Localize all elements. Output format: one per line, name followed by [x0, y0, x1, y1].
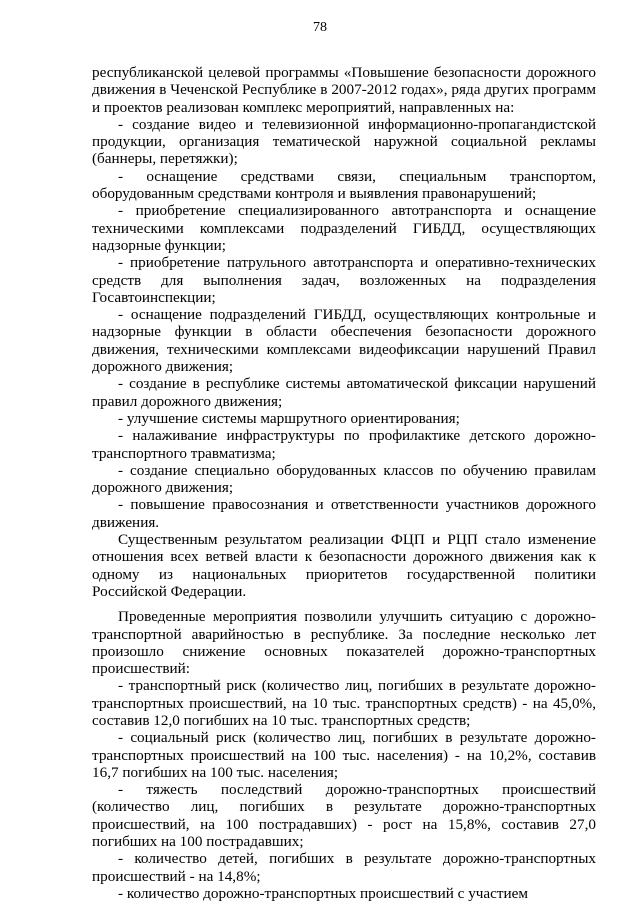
list-item-specialized-vehicles: - приобретение специализированного автотранспорта и оснащение техническими комплексами подразделений ГИБДД, осуществляющих надзорные функции; — [92, 202, 596, 254]
page-number: 78 — [313, 20, 327, 35]
list-item-training-classes: - создание специально оборудованных классов по обучению правилам дорожного движения; — [92, 461, 596, 497]
paragraph-1: республиканской целевой программы «Повышение безопасности дорожного движения в Чеченской Республике в 2007-2012 годах», ряда других программ и проектов реализован комплекс мероприятий, направленных на: — [92, 64, 596, 116]
list-item-patrol-vehicles: - приобретение патрульного автотранспорта и оперативно-технических средств для выполнения задач, возложенных на подразделения Госавтоинспекции; — [92, 254, 596, 306]
list-item-video-production: - создание видео и телевизионной информационно-пропагандистской продукции, организация тематической наружной социальной рекламы (баннеры, перетяжки); — [92, 115, 596, 168]
list-item-children-killed: - количество детей, погибших в результате дорожно-транспортных происшествий - на 14,8%; — [92, 850, 596, 885]
paragraph-result: Существенным результатом реализации ФЦП и РЦП стало изменение отношения всех ветвей власти к безопасности дорожного движения как к одному из национальных приоритетов государственной политики Российской Федерации. — [92, 531, 596, 600]
list-item-severity: - тяжесть последствий дорожно-транспортных происшествий (количество лиц, погибших в результате дорожно-транспортных происшествий, на 100 пострадавших) - рост на 15,8%, составив 27,0 погибших на 100 пострадавших; — [92, 781, 596, 851]
paragraph-situation: Проведенные мероприятия позволили улучшить ситуацию с дорожно-транспортной аварийностью в республике. За последние несколько лет произошло снижение основных показателей дорожно-транспортных происшествий: — [92, 608, 596, 678]
list-item-transport-risk: - транспортный риск (количество лиц, погибших в результате дорожно-транспортных происшествий, на 10 тыс. транспортных средств) - на 45,0%, составив 12,0 погибших на 10 тыс. транспортных средств; — [92, 677, 596, 729]
document-body — [92, 64, 596, 902]
list-item-route-orientation: - улучшение системы маршрутного ориентирования; — [118, 409, 460, 427]
list-item-legal-awareness: - повышение правосознания и ответственности участников дорожного движения. — [92, 496, 596, 531]
list-item-social-risk: - социальный риск (количество лиц, погибших в результате дорожно-транспортных происшествий на 100 тыс. населения) - на 10,2%, составив 16,7 погибших на 100 тыс. населения; — [92, 729, 596, 781]
list-item-auto-fixation-system: - создание в республике системы автоматической фиксации нарушений правил дорожного движения; — [92, 375, 596, 410]
list-item-accidents-count: - количество дорожно-транспортных происшествий с участием — [118, 884, 529, 902]
list-item-child-injury-prevention: - налаживание инфраструктуры по профилактике детского дорожно-транспортного травматизма; — [92, 427, 596, 462]
list-item-communications-equipment: - оснащение средствами связи, специальным транспортом, оборудованным средствами контроля и выявления правонарушений; — [92, 167, 596, 203]
list-item-video-fixation: - оснащение подразделений ГИБДД, осуществляющих контрольные и надзорные функции в области обеспечения безопасности дорожного движения, техническими комплексами видеофиксации нарушений Правил дорожного движения; — [92, 306, 596, 376]
